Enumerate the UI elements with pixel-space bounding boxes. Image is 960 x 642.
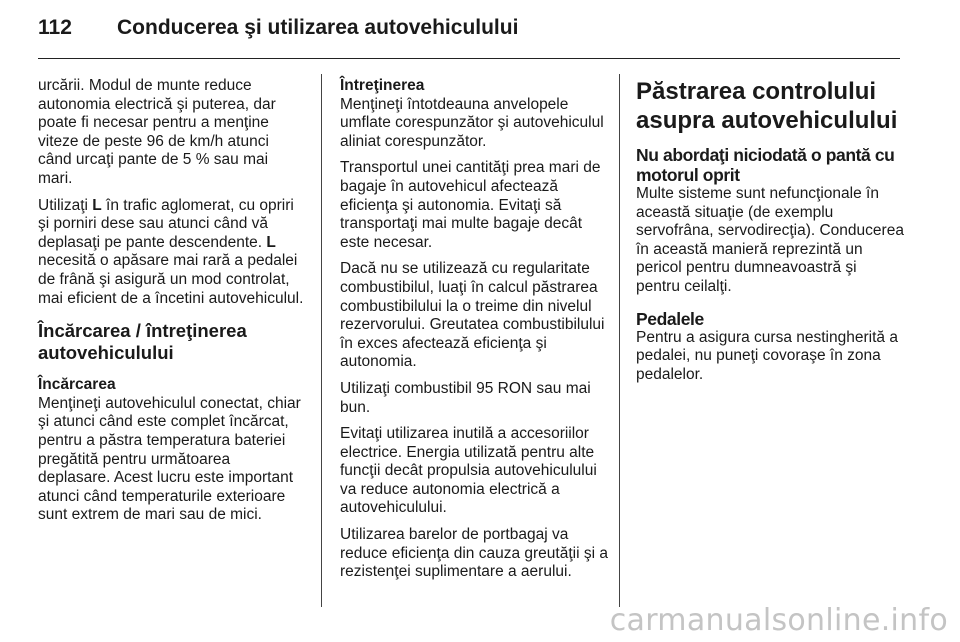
low-gear-paragraph xyxy=(38,197,306,309)
roof-rack-paragraph: Utilizarea barelor de portbagaj va reduce eficienţa din cauza greutăţii şi a rezistenţei suplimentare a aerului. xyxy=(340,526,608,581)
luggage-paragraph: Transportul unei cantităţi prea mari de bagaje în autovehicul afectează eficienţa şi autonomia. Evitaţi să transportaţi mai multe bagaje decât este necesar. xyxy=(340,159,601,251)
tires-paragraph: Menţineţi întotdeauna anvelopele umflate corespunzător şi autovehiculul aliniat corespunzător. xyxy=(340,95,604,150)
accessories-paragraph: Evitaţi utilizarea inutilă a accesoriilor electrice. Energia utilizată pentru alte funcţii decât propulsia autovehiculului va reduce autonomia electrică a autovehiculului. xyxy=(340,425,597,517)
mountain-mode-paragraph: urcării. Modul de munte reduce autonomia electrică şi puterea, dar poate fi necesar pentru a menţine viteze de peste 96 de km/h atunci când urcaţi pante de 5 % sau mai mari. xyxy=(38,77,276,187)
pedals-paragraph: Pentru a asigura cursa nestingherită a pedalei, nu puneţi covoraşe în zona pedalelor. xyxy=(636,328,898,383)
column-3 xyxy=(636,77,904,396)
column-2 xyxy=(340,77,612,590)
page-number: 112 xyxy=(38,16,72,39)
page-header xyxy=(38,16,900,56)
header-rule xyxy=(38,58,900,59)
column-1 xyxy=(38,77,306,533)
gear-l-label: L xyxy=(92,196,102,214)
running-title: Conducerea şi utilizarea autovehiculului xyxy=(117,16,519,39)
fuel-paragraph: Dacă nu se utilizează cu regularitate combustibilul, luaţi în calcul păstrarea combustibilului la o treime din nivelul rezervorului. Greutatea combustibilului în exces afectează eficienţa şi autonomia. xyxy=(340,260,605,371)
column-divider-2 xyxy=(619,74,620,607)
low-gear-text-a: Utilizaţi xyxy=(38,196,93,214)
no-coasting-heading: Nu abordaţi niciodată o pantă cu motorul oprit xyxy=(636,145,895,185)
charging-paragraph: Menţineţi autovehiculul conectat, chiar şi atunci când este complet încărcat, pentru a păstra temperatura bateriei pregătită pentru următoarea deplasare. Acest lucru este important atunci când temperaturile exterioare sunt extrem de mari sau de mici. xyxy=(38,394,301,524)
watermark: carmanualsonline.info xyxy=(609,603,948,638)
low-gear-text-c: necesită o apăsare mai rară a pedalei de frână şi asigură un mod controlat, mai eficient de a încetini autovehiculul. xyxy=(38,252,304,307)
charging-maintenance-heading: Încărcarea / întreţinerea autovehiculului xyxy=(38,320,247,364)
no-coasting-paragraph: Multe sisteme sunt nefuncţionale în această situaţie (de exemplu servofrâna, servodirecţia). Conducerea în această manieră reprezintă un pericol pentru dumneavoastră şi pentru ceilalţi. xyxy=(636,185,904,295)
column-divider-1 xyxy=(321,74,322,607)
maintenance-subheading: Întreţinerea xyxy=(340,77,425,94)
fuel-grade-paragraph: Utilizaţi combustibil 95 RON sau mai bun. xyxy=(340,379,591,416)
pedals-heading: Pedalele xyxy=(636,308,704,329)
gear-l-label-2: L xyxy=(266,233,276,251)
low-gear-text-b: în trafic aglomerat, cu opriri şi porniri dese sau atunci când vă deplasaţi pe pante descendente. xyxy=(38,196,294,251)
charging-subheading: Încărcarea xyxy=(38,376,116,394)
vehicle-control-heading: Păstrarea controlului asupra autovehiculului xyxy=(636,78,898,134)
